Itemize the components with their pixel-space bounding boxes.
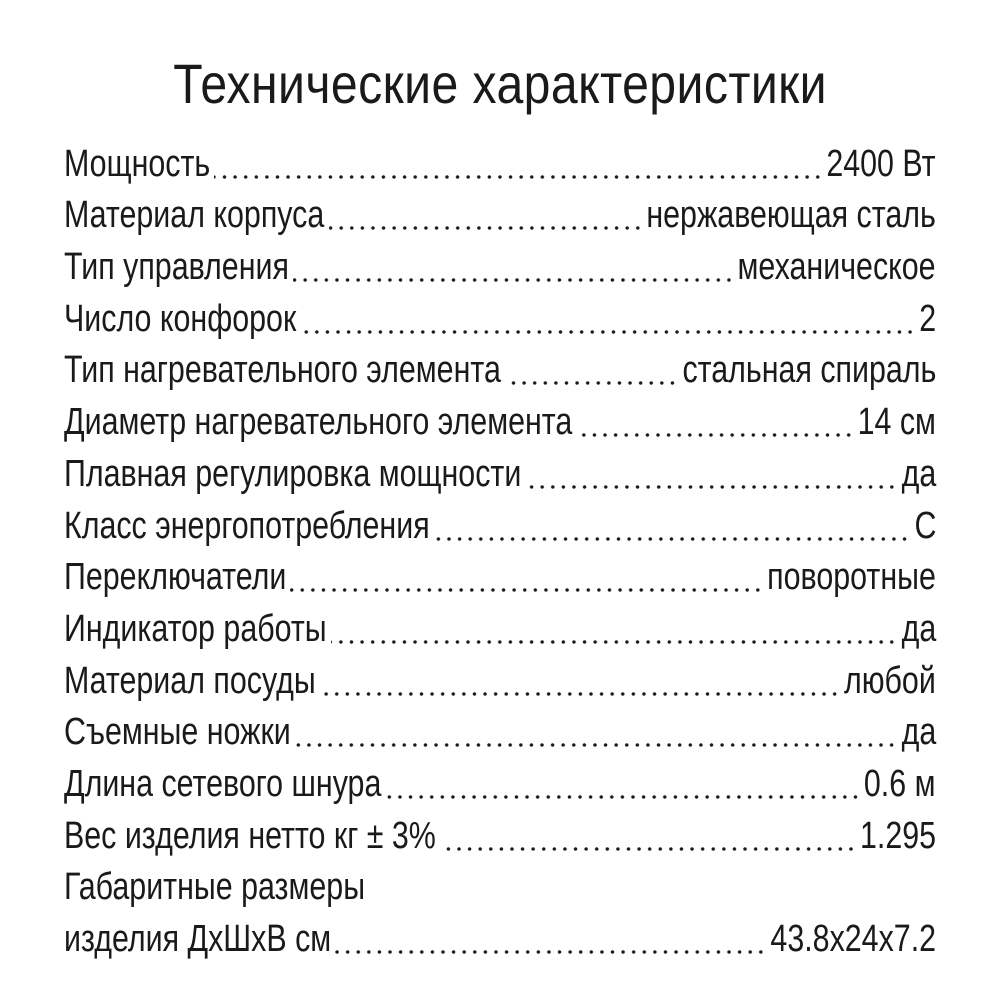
spec-row-switches (64, 550, 936, 602)
spec-value: да (901, 452, 936, 495)
spec-value: 0.6 м (864, 762, 936, 805)
spec-label: Габаритные размеры (64, 866, 366, 909)
spec-row-cookware-material (64, 653, 936, 705)
spec-label: Класс энергопотребления (64, 504, 430, 547)
spec-row-operation-indicator (64, 601, 936, 653)
spec-row-net-weight (64, 808, 936, 860)
spec-row-energy-class (64, 498, 936, 550)
spec-row-control-type (64, 239, 936, 291)
dot-leader (335, 950, 766, 954)
spec-label: Длина сетевого шнура (64, 762, 382, 805)
spec-value: да (901, 607, 936, 650)
spec-value: 43.8х24х7.2 (770, 918, 936, 960)
spec-list (64, 136, 936, 963)
spec-value: нержавеющая сталь (646, 194, 936, 237)
spec-label: изделия ДхШхВ см (64, 918, 332, 960)
spec-row-removable-feet (64, 705, 936, 757)
spec-label: Индикатор работы (64, 607, 327, 650)
spec-row-body-material (64, 188, 936, 240)
spec-label: Тип нагревательного элемента (64, 349, 501, 392)
dot-leader (293, 278, 734, 282)
dot-leader (385, 795, 861, 799)
dot-leader (319, 692, 840, 696)
spec-label: Плавная регулировка мощности (64, 452, 522, 495)
dot-leader (301, 330, 915, 334)
dot-leader (329, 226, 643, 230)
dot-leader (214, 175, 823, 179)
dot-leader (331, 640, 897, 644)
spec-row-dimensions (64, 911, 936, 963)
spec-value: стальная спираль (682, 349, 936, 392)
dot-leader (290, 588, 763, 592)
spec-label: Диаметр нагревательного элемента (64, 401, 573, 444)
spec-label: Тип управления (64, 246, 289, 289)
spec-label: Материал посуды (64, 659, 316, 702)
spec-label: Вес изделия нетто кг ± 3% (64, 814, 436, 857)
spec-value: 14 см (857, 401, 936, 444)
spec-row-heating-element-type (64, 343, 936, 395)
dot-leader (295, 743, 897, 747)
dot-leader (525, 485, 897, 489)
spec-row-smooth-power-control (64, 446, 936, 498)
dot-leader (505, 381, 678, 385)
spec-label: Съемные ножки (64, 711, 291, 754)
spec-value: да (901, 711, 936, 754)
spec-row-heating-element-diameter (64, 394, 936, 446)
dot-leader (577, 433, 854, 437)
spec-label: Материал корпуса (64, 194, 325, 237)
spec-row-cord-length (64, 756, 936, 808)
spec-label: Переключатели (64, 556, 287, 599)
spec-value: 2 (919, 297, 936, 340)
spec-row-burner-count (64, 291, 936, 343)
spec-value: поворотные (767, 556, 936, 599)
spec-row-power (64, 136, 936, 188)
spec-row-dimensions-heading (64, 860, 936, 912)
page-title (0, 44, 1000, 124)
dot-leader (440, 847, 856, 851)
spec-label: Число конфорок (64, 297, 297, 340)
spec-value: механическое (737, 246, 936, 289)
dot-leader (434, 537, 910, 541)
page-title-text: Технические характеристики (173, 52, 827, 115)
spec-label: Мощность (64, 142, 211, 185)
spec-value: любой (844, 659, 936, 702)
spec-value: 2400 Вт (826, 142, 936, 185)
spec-value: С (914, 504, 936, 547)
spec-value: 1.295 (859, 814, 936, 857)
